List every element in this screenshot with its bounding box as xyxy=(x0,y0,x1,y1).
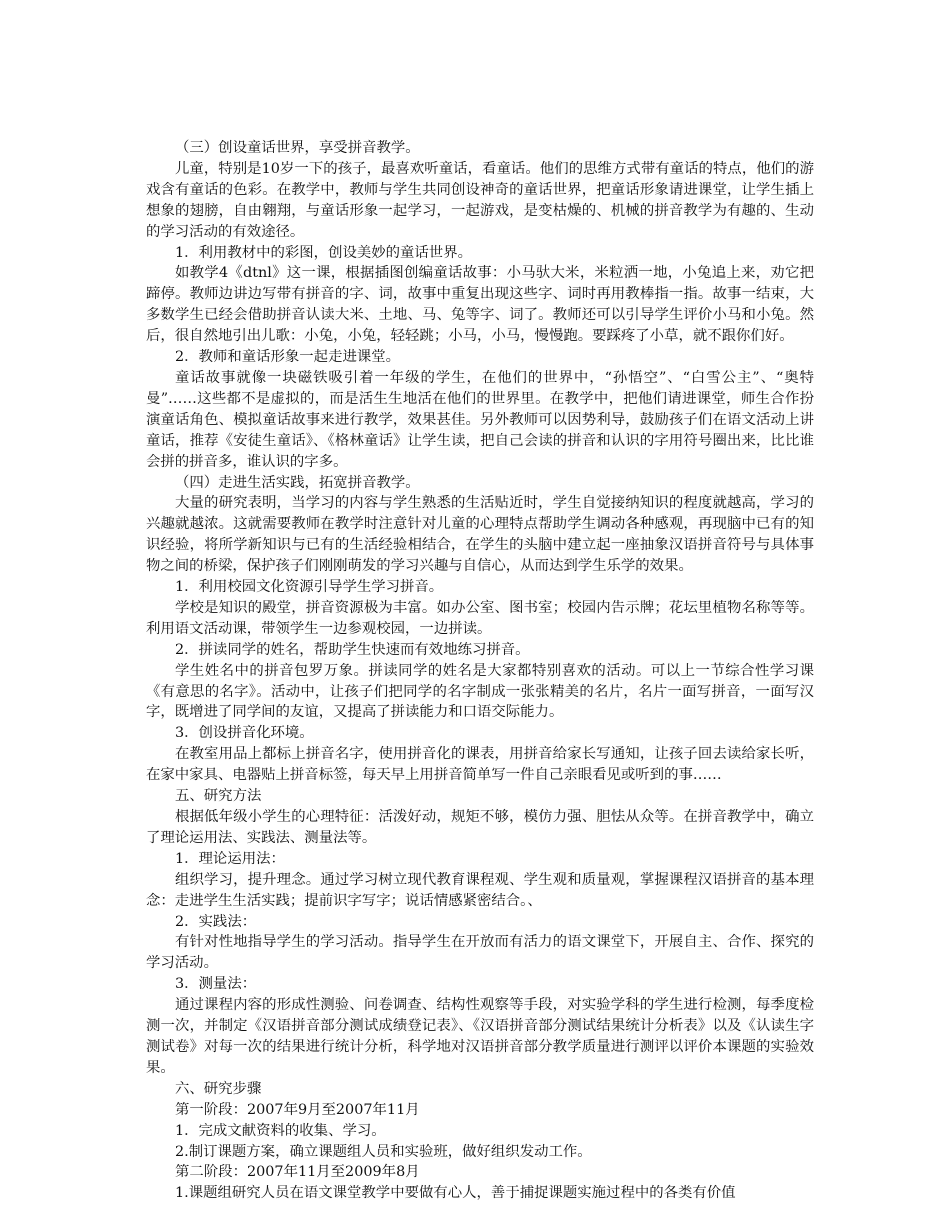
document-body xyxy=(146,138,814,1204)
body-paragraph: 学校是知识的殿堂，拼音资源极为丰富。如办公室、图书室；校园内告示牌；花坛里植物名称等等。利用语文活动课，带领学生一边参观校园，一边拼读。 xyxy=(146,599,814,637)
phase-heading: 第一阶段：2007年9月至2007年11月 xyxy=(175,1101,420,1118)
list-item-heading: 1．利用教材中的彩图，创设美妙的童话世界。 xyxy=(175,244,472,261)
list-item: 1．完成文献资料的收集、学习。 xyxy=(175,1122,386,1139)
body-paragraph: 大量的研究表明，当学习的内容与学生熟悉的生活贴近时，学生自觉接纳知识的程度就越高，学习的兴趣就越浓。这就需要教师在教学时注意针对儿童的心理特点帮助学生调动各种感观，再现脑中已有的知识经验，将所学新知识与已有的生活经验相结合，在学生的头脑中建立起一座抽象汉语拼音符号与具体事物之间的桥梁，保护孩子们刚刚萌发的学习兴趣与自信心，从而达到学生乐学的效果。 xyxy=(146,495,814,575)
body-paragraph: 通过课程内容的形成性测验、问卷调查、结构性观察等手段，对实验学科的学生进行检测，每季度检测一次，并制定《汉语拼音部分测试成绩登记表》、《汉语拼音部分测试结果统计分析表》以及《认读生字测试卷》对每一次的结果进行统计分析，科学地对汉语拼音部分教学质量进行测评以评价本课题的实验效果。 xyxy=(146,997,814,1076)
list-item-heading: 2．实践法： xyxy=(175,913,257,930)
list-item-heading: 2．教师和童话形象一起走进课堂。 xyxy=(175,349,401,366)
list-item-heading: 3．创设拼音化环境。 xyxy=(175,725,314,742)
body-paragraph: 儿童，特别是10岁一下的孩子，最喜欢听童话，看童话。他们的思维方式带有童话的特点，他们的游戏含有童话的色彩。在教学中，教师与学生共同创设神奇的童话世界，把童话形象请进课堂，让学生插上想象的翅膀，自由翱翔，与童话形象一起学习，一起游戏，是变枯燥的、机械的拼音教学为有趣的、生动的学习活动的有效途径。 xyxy=(146,160,814,240)
body-paragraph: 童话故事就像一块磁铁吸引着一年级的学生，在他们的世界中，“孙悟空”、“白雪公主”、“奥特曼”……这些都不是虚拟的，而是活生生地活在他们的世界里。在教学中，把他们请进课堂，师生合作扮演童话角色、模拟童话故事来进行教学，效果甚佳。另外教师可以因势利导，鼓励孩子们在语文活动上讲童话，推荐《安徒生童话》、《格林童话》让学生读，把自己会读的拼音和认识的字用符号圈出来，比比谁会拼的拼音多，谁认识的字多。 xyxy=(146,369,814,470)
section-heading-4: （四）走进生活实践，拓宽拼音教学。 xyxy=(175,474,420,491)
section-heading-research-steps: 六、研究步骤 xyxy=(175,1080,262,1097)
list-item-heading: 2．拼读同学的姓名，帮助学生快速而有效地练习拼音。 xyxy=(175,641,530,658)
section-heading-3: （三）创设童话世界，享受拼音教学。 xyxy=(175,140,420,156)
body-paragraph: 学生姓名中的拼音包罗万象。拼读同学的姓名是大家都特别喜欢的活动。可以上一节综合性学习课《有意思的名字》。活动中，让孩子们把同学的名字制成一张张精美的名片，名片一面写拼音，一面写汉字，既增进了同学间的友谊，又提高了拼读能力和口语交际能力。 xyxy=(146,662,814,721)
body-paragraph: 根据低年级小学生的心理特征：活泼好动，规矩不够，模仿力强、胆怯从众等。在拼音教学中，确立了理论运用法、实践法、测量法等。 xyxy=(146,809,814,846)
phase-heading: 第二阶段：2007年11月至2009年8月 xyxy=(175,1164,420,1181)
list-item-heading: 3．测量法： xyxy=(175,976,257,993)
body-paragraph: 在教室用品上都标上拼音名字，使用拼音化的课表，用拼音给家长写通知，让孩子回去读给家长听，在家中家具、电器贴上拼音标签，每天早上用拼音简单写一件自己亲眼看见或听到的事…… xyxy=(146,746,814,784)
body-paragraph: 组织学习，提升理念。通过学习树立现代教育课程观、学生观和质量观，掌握课程汉语拼音的基本理念：走进学生生活实践；提前识字写字；说话情感紧密结合。、 xyxy=(146,871,814,909)
list-item: 2.制订课题方案，确立课题组人员和实验班，做好组织发动工作。 xyxy=(175,1143,592,1160)
list-item-heading: 1．理论运用法： xyxy=(175,850,285,867)
section-heading-research-methods: 五、研究方法 xyxy=(175,788,262,805)
list-item-heading: 1．利用校园文化资源引导学生学习拼音。 xyxy=(175,579,444,596)
body-paragraph: 如教学4《dtnl》这一课，根据插图创编童话故事：小马驮大米，米粒洒一地，小兔追上来，劝它把蹄停。教师边讲边写带有拼音的字、词，故事中重复出现这些字、词时再用教棒指一指。故事一结束，大多数学生已经会借助拼音认读大米、土地、马、兔等字、词了。教师还可以引导学生评价小马和小兔。然后，很自然地引出儿歌：小兔，小兔，轻轻跳；小马，小马，慢慢跑。要踩疼了小草，就不跟你们好。 xyxy=(146,265,814,345)
body-paragraph: 有针对性地指导学生的学习活动。指导学生在开放而有活力的语文课堂下，开展自主、合作、探究的学习活动。 xyxy=(146,934,814,972)
list-item: 1.课题组研究人员在语文课堂教学中要做有心人，善于捕捉课题实施过程中的各类有价值 xyxy=(175,1185,736,1202)
